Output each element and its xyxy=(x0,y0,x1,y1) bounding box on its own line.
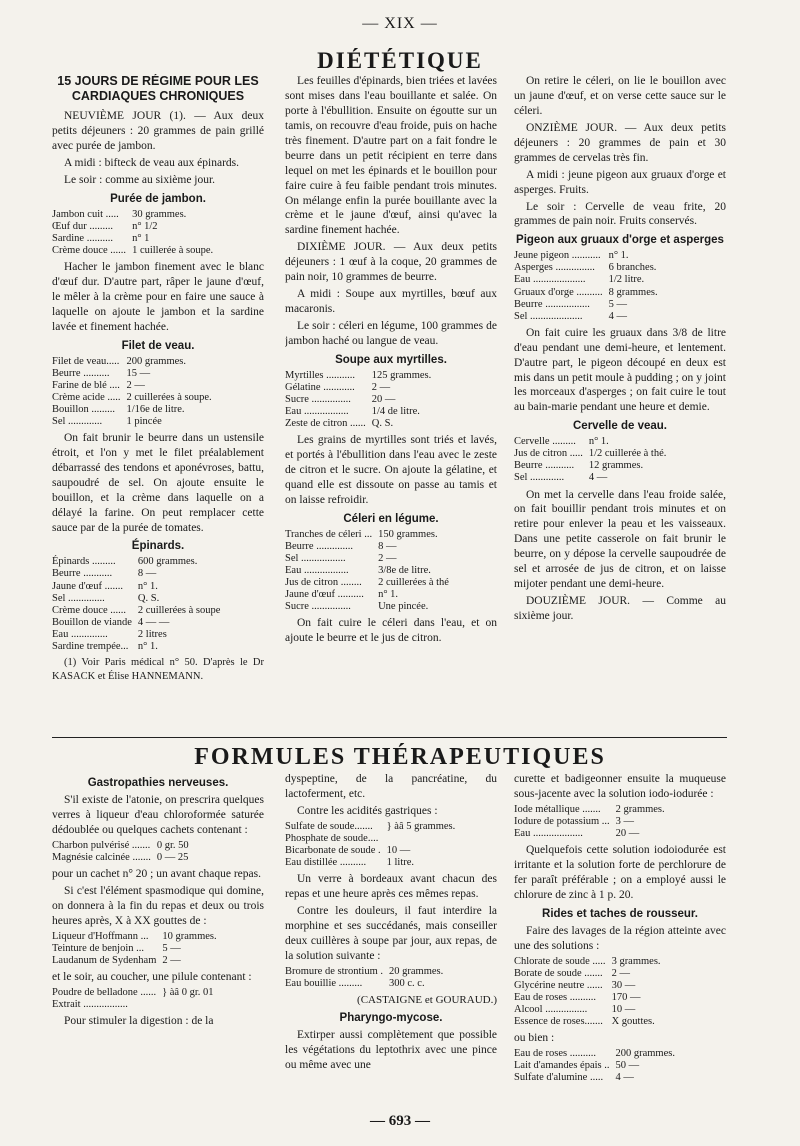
ingredient-quantity: Q. S. xyxy=(137,592,160,604)
ingredient-row xyxy=(52,581,220,593)
ingredient-quantity: 200 grammes. xyxy=(126,355,187,367)
ingredient-name: Farine de blé .... xyxy=(52,379,120,391)
paragraph: Un verre à bordeaux avant chacun des repas et une heure après ces mêmes repas. xyxy=(285,873,497,900)
ingredient-row xyxy=(514,436,666,448)
ingredient-row xyxy=(52,987,214,999)
ingredient-name: Jaune d'œuf ....... xyxy=(52,580,124,592)
ingredient-row xyxy=(52,380,212,392)
formules-column-1 xyxy=(52,772,264,1097)
ingredient-quantity: 3/8e de litre. xyxy=(378,564,431,576)
paragraph: On fait brunir le beurre dans un ustensile étroit, et l'on y met le filet préalablement débarrassé des tendons et aponévroses, battu, saupoudré de sel. On ajoute ensuite le bouillon, et la crème dans laquelle on a délayé la farine. On peut remplacer cette sauce par de la purée de tomates. xyxy=(52,431,264,534)
ingredient-table xyxy=(285,370,431,430)
ingredient-row xyxy=(52,955,217,967)
ingredient-row xyxy=(514,828,665,840)
formula-table xyxy=(52,987,214,1011)
ingredient-row xyxy=(514,980,661,992)
ingredient-table xyxy=(514,436,666,484)
ingredient-name: Épinards ......... xyxy=(52,556,116,568)
ingredient-quantity: 4 — — xyxy=(137,616,170,628)
ingredient-quantity: 5 — xyxy=(162,942,181,954)
ingredient-quantity: 10 grammes. xyxy=(162,930,217,942)
page-header: — XIX — xyxy=(362,15,438,32)
ingredient-name: Beurre ........... xyxy=(52,568,113,580)
ingredient-name: Sel .............. xyxy=(52,592,105,604)
ingredient-quantity: 3 — xyxy=(615,815,635,827)
paragraph: Extirper aussi complètement que possible les végétations du leptothrix avec une pince ou même avec une xyxy=(285,1029,497,1071)
ingredient-quantity: n° 1. xyxy=(378,589,399,601)
ingredient-name: Beurre ................. xyxy=(514,298,590,310)
ingredient-quantity: 10 — xyxy=(386,844,411,856)
ingredient-row xyxy=(514,287,658,299)
formula-title: Gastropathies nerveuses. xyxy=(87,777,229,789)
ingredient-name: Laudanum de Sydenham xyxy=(52,954,157,966)
ingredient-quantity: 20 — xyxy=(371,393,396,405)
ingredient-quantity: Q. S. xyxy=(371,418,394,430)
ingredient-name: Sulfate de soude....... xyxy=(285,820,373,832)
paragraph: dyspeptine, de la pancréatine, du lactoferment, etc. xyxy=(285,773,497,800)
ingredient-quantity: n° 1 xyxy=(132,232,150,244)
ingredient-table xyxy=(52,209,213,257)
ingredient-quantity: 1/2 litre. xyxy=(608,274,645,286)
ingredient-quantity: 2 cuillerées à thé xyxy=(378,577,449,588)
ingredient-quantity: n° 1. xyxy=(137,580,158,592)
footnote: (1) Voir Paris médical n° 50. D'après le Dr KASACK et Élise HANNEMANN. xyxy=(52,656,264,682)
paragraph: Hacher le jambon finement avec le blanc d'œuf dur. D'autre part, râper le jaune d'œuf, le mêler à la crème pour en faire une sauce à laquelle on ajoute le jambon et la sardine lavée et finement hachée. xyxy=(52,260,264,333)
formula-title: Pharyngo-mycose. xyxy=(339,1012,443,1025)
ingredient-name: Crème acide ..... xyxy=(52,391,121,403)
ingredient-name: Myrtilles ........... xyxy=(285,369,355,381)
ingredient-row xyxy=(52,416,212,428)
ingredient-row xyxy=(52,605,220,617)
ingredient-quantity: 150 grammes. xyxy=(378,528,438,540)
ingredient-row xyxy=(285,978,443,990)
formula-title: Rides et taches de rousseur. xyxy=(542,907,698,920)
formula-table xyxy=(285,821,455,869)
ingredient-row xyxy=(514,250,658,262)
ingredient-row xyxy=(52,629,220,641)
ingredient-name: Eau distillée .......... xyxy=(285,857,367,868)
ingredient-row xyxy=(285,382,431,394)
ingredient-name: Eau de roses .......... xyxy=(514,1047,596,1059)
ingredient-name: Beurre ........... xyxy=(514,460,575,472)
ingredient-name: Beurre .............. xyxy=(285,540,353,552)
ingredient-row xyxy=(514,1048,675,1060)
ingredient-quantity: 4 — xyxy=(615,1072,634,1084)
ingredient-quantity: 0 gr. 50 xyxy=(156,839,189,851)
recipe-title: Céleri en légume. xyxy=(343,512,439,525)
ingredient-quantity: 2 — xyxy=(126,379,145,391)
paragraph: A midi : Soupe aux myrtilles, bœuf aux macaronis. xyxy=(285,288,497,316)
ingredient-row xyxy=(52,852,189,864)
ingredient-row xyxy=(52,617,220,629)
ingredient-quantity: 0 — 25 xyxy=(156,851,189,863)
recipe-title: Pigeon aux gruaux d'orge et asperges xyxy=(516,234,724,247)
ingredient-row xyxy=(52,233,213,245)
ingredient-quantity: 1 litre. xyxy=(386,857,415,868)
ingredient-name: Borate de soude ....... xyxy=(514,967,603,979)
ingredient-name: Eau ................. xyxy=(285,564,349,576)
ingredient-name: Eau .................... xyxy=(514,274,586,286)
paragraph: On fait cuire le céleri dans l'eau, et on ajoute le beurre et le jus de citron. xyxy=(285,617,497,645)
ingredient-row xyxy=(52,999,214,1011)
ingredient-row xyxy=(52,368,212,380)
ingredient-name: Sel .................... xyxy=(514,310,583,322)
ingredient-row xyxy=(514,992,661,1004)
section-title-formules: FORMULES THÉRAPEUTIQUES xyxy=(194,744,606,770)
ingredient-name: Gruaux d'orge .......... xyxy=(514,286,603,298)
ingredient-quantity: 2 cuillerées à soupe. xyxy=(126,391,212,403)
ingredient-name: Iode métallique ....... xyxy=(514,803,601,815)
section-title-dietetique: DIÉTÉTIQUE xyxy=(317,48,483,73)
paragraph: S'il existe de l'atonie, on prescrira quelques verres à liqueur d'eau chloroformée saturée dédoublée ou quelques cachets contenant : xyxy=(52,793,264,836)
ingredient-table xyxy=(52,356,212,428)
recipe-title: Purée de jambon. xyxy=(110,192,206,205)
ingredient-quantity: n° 1. xyxy=(608,250,629,262)
dietetique-column-3 xyxy=(514,74,726,729)
ingredient-name: Eau ................... xyxy=(514,828,583,839)
ingredient-row xyxy=(285,541,449,553)
ingredient-name: Tranches de céleri ... xyxy=(285,528,373,540)
section-divider xyxy=(52,737,727,738)
ingredient-quantity: 30 grammes. xyxy=(132,208,187,220)
ingredient-quantity: 20 — xyxy=(615,828,640,839)
formula-table xyxy=(52,931,217,967)
ingredient-row xyxy=(285,565,449,577)
ingredient-name: Crème douce ...... xyxy=(52,244,127,256)
ingredient-quantity: 1 cuillerée à soupe. xyxy=(132,244,214,256)
ingredient-name: Eau .............. xyxy=(52,628,108,640)
dietetique-column-1 xyxy=(52,74,264,729)
ingredient-row xyxy=(52,840,189,852)
formules-column-2 xyxy=(285,772,497,1097)
page-number: — 693 — xyxy=(370,1113,430,1129)
ingredient-name: Glycérine neutre ...... xyxy=(514,979,603,991)
ingredient-quantity: 170 — xyxy=(611,991,641,1003)
paragraph: ONZIÈME JOUR. — Aux deux petits déjeuners : 20 grammes de pain et 30 grammes de cervelas très fin. xyxy=(514,121,726,164)
ingredient-quantity: 8 — xyxy=(137,568,157,580)
ingredient-row xyxy=(52,931,217,943)
formules-column-3 xyxy=(514,772,726,1097)
ingredient-row xyxy=(285,601,449,613)
ingredient-name: Teinture de benjoin ... xyxy=(52,942,144,954)
ingredient-name: Jambon cuit ..... xyxy=(52,208,119,220)
ingredient-row xyxy=(514,816,665,828)
ingredient-row xyxy=(514,956,661,968)
ingredient-name: Cervelle ......... xyxy=(514,436,576,448)
recipe-title: Soupe aux myrtilles. xyxy=(335,353,447,366)
ingredient-quantity: 2 — xyxy=(378,552,397,564)
ingredient-quantity: n° 1. xyxy=(588,436,609,448)
dietetique-column-2 xyxy=(285,74,497,729)
ingredient-name: Bouillon de viande xyxy=(52,616,132,628)
paragraph: A midi : bifteck de veau aux épinards. xyxy=(64,156,240,169)
ingredient-row xyxy=(514,1016,661,1028)
ingredient-name: Sulfate d'alumine ..... xyxy=(514,1072,604,1084)
ingredient-quantity: 2 — xyxy=(371,381,391,393)
ingredient-row xyxy=(285,857,455,869)
paragraph: On fait cuire les gruaux dans 3/8 de litre d'eau pendant une demi-heure, et lentement. D'autre part, le pigeon découpé en deux est mis dans un petit moule à pudding ; on y joint les morceaux d'asperges ; on fait cuire le tout au bain-marie pendant une heure et demie. xyxy=(514,326,726,414)
recipe-title: Filet de veau. xyxy=(121,339,195,352)
ingredient-quantity: 200 grammes. xyxy=(615,1047,675,1059)
ingredient-row xyxy=(285,845,455,857)
paragraph: DOUZIÈME JOUR. — Comme au sixième jour. xyxy=(514,595,726,622)
ingredient-row xyxy=(514,311,658,323)
ingredient-row xyxy=(285,370,431,382)
ingredient-quantity: 2 — xyxy=(611,967,630,979)
paragraph: curette et badigeonner ensuite la muqueuse sous-jacente avec la solution iodo-iodurée : xyxy=(514,773,726,800)
signature: (CASTAIGNE et GOURAUD.) xyxy=(357,993,497,1006)
paragraph: Le soir : céleri en légume, 100 grammes de jambon haché ou langue de veau. xyxy=(285,320,497,347)
formula-table xyxy=(514,956,661,1028)
ingredient-row xyxy=(285,394,431,406)
ingredient-name: Jus de citron ........ xyxy=(285,577,362,588)
ingredient-name: Sardine .......... xyxy=(52,232,113,244)
ingredient-quantity xyxy=(387,833,456,845)
ingredient-row xyxy=(514,1060,675,1072)
ingredient-quantity: 2 cuillerées à soupe xyxy=(137,604,221,616)
paragraph: Les grains de myrtilles sont triés et lavés, et portés à l'ébullition dans l'eau avec le zeste de citron et le sucre. On ajoute la gélatine, et quand elle est dissoute on passe au tamis et on laisse refroidir. xyxy=(285,434,497,506)
ingredient-name: Jus de citron ..... xyxy=(514,448,583,460)
paragraph: Contre les acidités gastriques : xyxy=(297,804,438,817)
ingredient-row xyxy=(285,418,431,430)
ingredient-table xyxy=(514,250,658,322)
recipe-title: Cervelle de veau. xyxy=(573,420,667,433)
ingredient-quantity: 5 — xyxy=(608,298,627,310)
ingredient-row xyxy=(514,472,666,484)
ingredient-row xyxy=(52,568,220,580)
ingredient-quantity: 20 grammes. xyxy=(389,965,444,977)
formula-table xyxy=(52,840,189,864)
ingredient-name: Jeune pigeon ........... xyxy=(514,250,601,262)
ingredient-name: Sel ............. xyxy=(52,415,103,427)
ingredient-row xyxy=(52,209,213,221)
ingredient-name: Liqueur d'Hoffmann ... xyxy=(52,930,149,942)
ingredient-name: Phosphate de soude.... xyxy=(285,832,379,844)
ingredient-quantity: 125 grammes. xyxy=(371,369,432,381)
ingredient-name: Extrait ................. xyxy=(52,998,128,1010)
ingredient-row xyxy=(514,804,665,816)
ingredient-row xyxy=(52,221,213,233)
ingredient-name: Sucre ............... xyxy=(285,601,351,613)
ingredient-name: Filet de veau..... xyxy=(52,355,120,367)
formula-table xyxy=(514,1048,675,1084)
ingredient-quantity: Une pincée. xyxy=(378,601,429,613)
ingredient-row xyxy=(514,262,658,274)
ingredient-row xyxy=(52,392,212,404)
paragraph: pour un cachet n° 20 ; un avant chaque repas. xyxy=(52,867,261,880)
ingredient-row xyxy=(514,460,666,472)
ingredient-name: Iodure de potassium ... xyxy=(514,815,610,827)
ingredient-quantity: 2 grammes. xyxy=(615,803,665,815)
paragraph: Faire des lavages de la région atteinte avec une des solutions : xyxy=(514,924,726,952)
paragraph: Si c'est l'élément spasmodique qui domine, on donnera à la fin du repas et deux ou trois heures après, X à XX gouttes de : xyxy=(52,884,264,927)
paragraph: NEUVIÈME JOUR (1). — Aux deux petits déjeuners : 20 grammes de pain grillé avec purée de jambon. xyxy=(52,110,264,152)
ingredient-quantity: 600 grammes. xyxy=(137,556,198,568)
paragraph: Le soir : Cervelle de veau frite, 20 grammes de pain noir. Fruits conservés. xyxy=(514,200,726,228)
ingredient-name: Sardine trempée... xyxy=(52,640,129,652)
ingredient-name: Sel ................. xyxy=(285,552,346,564)
ingredient-quantity: 30 — xyxy=(611,979,636,991)
ingredient-quantity: n° 1. xyxy=(137,640,158,652)
ingredient-row xyxy=(514,968,661,980)
ingredient-name: Œuf dur ......... xyxy=(52,220,113,232)
paragraph: et le soir, au coucher, une pilule contenant : xyxy=(52,970,252,983)
ingredient-name: Jaune d'œuf .......... xyxy=(285,589,364,601)
ingredient-name: Eau de roses .......... xyxy=(514,991,596,1003)
ingredient-name: Magnésie calcinée ....... xyxy=(52,851,151,863)
ingredient-quantity: 10 — xyxy=(611,1003,636,1015)
ingredient-name: Zeste de citron ...... xyxy=(285,418,366,430)
ingredient-name: Essence de roses....... xyxy=(514,1015,603,1027)
ingredient-row xyxy=(52,356,212,368)
paragraph: A midi : jeune pigeon aux gruaux d'orge et asperges. Fruits. xyxy=(514,168,726,196)
ingredient-row xyxy=(52,404,212,416)
ingredient-quantity: 300 c. c. xyxy=(389,977,425,989)
ingredient-row xyxy=(514,299,658,311)
ingredient-name: Charbon pulvérisé ....... xyxy=(52,839,151,851)
ingredient-quantity: 1/4 de litre. xyxy=(371,406,420,417)
recipe-title: Épinards. xyxy=(131,540,185,553)
ingredient-name: Sucre ............... xyxy=(285,393,351,405)
ingredient-quantity: 6 branches. xyxy=(608,262,657,274)
ingredient-row xyxy=(285,577,449,589)
paragraph: Quelquefois cette solution iodoiodurée est irritante et la solution forte de perchlorure de fer paraît préférable ; on a employé aussi le chlorure de zinc à 1 p. 20. xyxy=(514,844,726,901)
ingredient-name: Poudre de belladone ...... xyxy=(52,986,157,998)
paragraph: Contre les douleurs, il faut interdire la morphine et ses succédanés, mais conseiller deux cuillères à soupe par jour, aux repas, de la solution suivante : xyxy=(285,904,497,962)
ingredient-name: Beurre .......... xyxy=(52,367,110,379)
ingredient-name: Gélatine ............ xyxy=(285,381,355,393)
ingredient-quantity: 12 grammes. xyxy=(588,460,644,472)
ingredient-name: Bromure de strontium . xyxy=(285,965,383,977)
ingredient-table xyxy=(52,556,220,653)
ingredient-row xyxy=(52,556,220,568)
ingredient-quantity: 2 — xyxy=(162,954,181,966)
ingredient-quantity: 4 — xyxy=(608,310,627,322)
ingredient-quantity: 8 grammes. xyxy=(608,286,658,298)
ingredient-quantity: } àâ 0 gr. 01 xyxy=(162,986,214,998)
paragraph: Les feuilles d'épinards, bien triées et lavées sont mises dans l'eau bouillante et salée. On porte à l'ébullition. Ensuite on égoutte sur un tamis, on recouvre d'eau froide, puis on hache très finement. D'autre part on a fait fondre le beurre dans un petit récipient en terre dans lequel on met les épinards et le bouillon pour faire cuire à feu faible pendant trois minutes. On mélange enfin la purée bouillante avec la crème et le jaune d'œuf, ainsi qu'avec la sardine finement hachée. xyxy=(285,75,497,237)
paragraph: Pour stimuler la digestion : de la xyxy=(64,1014,214,1027)
ingredient-quantity: 4 — xyxy=(588,472,608,484)
ingredient-name: Chlorate de soude ..... xyxy=(514,955,606,967)
ingredient-row xyxy=(52,943,217,955)
ingredient-quantity: } àâ 5 grammes. xyxy=(386,820,456,832)
ingredient-row xyxy=(52,641,220,653)
ingredient-row xyxy=(285,589,449,601)
paragraph: On retire le céleri, on lie le bouillon avec un jaune d'œuf, et on verse cette sauce sur le céleri. xyxy=(514,75,726,117)
ingredient-quantity: 50 — xyxy=(615,1060,640,1071)
paragraph: On met la cervelle dans l'eau froide salée, on fait bouillir pendant trois minutes et on retire pour enlever la peau et les vaisseaux. Dans une petite casserole on fait brunir le beurre, on y dépose la cervelle saupoudrée de sel et arrosée de jus de citron, et on laisse mijoter pendant une demi-heure. xyxy=(514,488,726,591)
ingredient-quantity: 3 grammes. xyxy=(611,955,661,967)
ingredient-table xyxy=(285,529,449,613)
ingredient-row xyxy=(52,593,220,605)
ingredient-name: Eau ................. xyxy=(285,406,349,417)
ingredient-quantity: 8 — xyxy=(378,540,397,552)
ingredient-name: Bouillon ......... xyxy=(52,403,116,415)
ingredient-name: Bicarbonate de soude . xyxy=(285,844,381,856)
ingredient-name: Eau bouillie ......... xyxy=(285,977,363,989)
ingredient-name: Crème douce ...... xyxy=(52,604,127,616)
ingredient-row xyxy=(285,406,431,418)
ingredient-row xyxy=(285,821,455,833)
ingredient-quantity: X gouttes. xyxy=(611,1015,655,1027)
paragraph: DIXIÈME JOUR. — Aux deux petits déjeuners : 1 œuf à la coque, 20 grammes de pain noir, 10 grammes de beurre. xyxy=(285,241,497,284)
ingredient-quantity: 1/2 cuillerée à thé. xyxy=(588,448,667,460)
ingredient-row xyxy=(514,1004,661,1016)
ingredient-name: Sel ............. xyxy=(514,472,565,484)
ingredient-name: Alcool ................ xyxy=(514,1003,588,1015)
ingredient-row xyxy=(514,448,666,460)
ingredient-name: Lait d'amandes épais .. xyxy=(514,1060,610,1071)
ingredient-row xyxy=(285,553,449,565)
ingredient-quantity: 15 — xyxy=(126,367,151,379)
regime-heading: 15 JOURS DE RÉGIME POUR LES CARDIAQUES CHRONIQUES xyxy=(57,74,259,103)
formula-table xyxy=(285,966,443,990)
ingredient-quantity: 1/16e de litre. xyxy=(126,403,185,415)
ingredient-quantity: 2 litres xyxy=(137,628,167,640)
ingredient-row xyxy=(285,966,443,978)
ingredient-row xyxy=(514,1072,675,1084)
formula-table xyxy=(514,804,665,840)
ingredient-row xyxy=(52,245,213,257)
ingredient-quantity: 1 pincée xyxy=(126,415,162,427)
ingredient-row xyxy=(514,274,658,286)
paragraph: Le soir : comme au sixième jour. xyxy=(64,173,216,186)
ingredient-row xyxy=(285,529,449,541)
paragraph: ou bien : xyxy=(514,1032,555,1044)
ingredient-name: Asperges ............... xyxy=(514,262,595,274)
ingredient-row xyxy=(285,833,455,845)
ingredient-quantity: n° 1/2 xyxy=(132,220,158,232)
ingredient-quantity xyxy=(162,999,213,1011)
